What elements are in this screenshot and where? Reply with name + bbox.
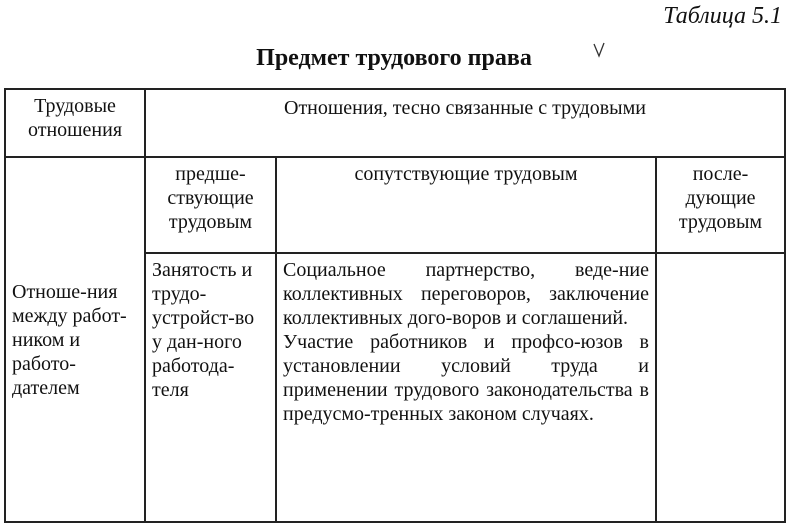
handwritten-check-mark xyxy=(592,42,606,58)
subheader-accompanying: сопутствующие трудовым xyxy=(276,157,656,253)
accompanying-paragraph-2: Участие работников и профсо-юзов в установлении условий труда и применении трудового законодательства в предусмо-тренных законом случаях. xyxy=(283,331,649,425)
table-title: Предмет трудового права xyxy=(256,45,532,71)
accompanying-paragraph-1: Социальное партнерство, веде-ние коллективных переговоров, заключение коллективных дого-воров и соглашений. xyxy=(283,259,649,329)
table-number: Таблица 5.1 xyxy=(663,3,782,29)
table-subheader-row xyxy=(5,157,785,253)
header-related-relations: Отношения, тесно связанные с трудовыми xyxy=(145,89,785,157)
subheader-following: после-дующие трудовым xyxy=(656,157,785,253)
header-labor-relations: Трудовые отношения xyxy=(5,89,145,157)
cell-preceding: Занятость и трудо-устройст-во у дан-ного работода-теля xyxy=(145,253,276,522)
table-header-row xyxy=(5,89,785,157)
cell-accompanying xyxy=(276,253,656,522)
subheader-preceding: предше-ствующие трудовым xyxy=(145,157,276,253)
cell-labor-relations: Отноше-ния между работ-ником и работо-дателем xyxy=(5,157,145,522)
labor-law-subject-table xyxy=(4,88,786,523)
cell-following xyxy=(656,253,785,522)
